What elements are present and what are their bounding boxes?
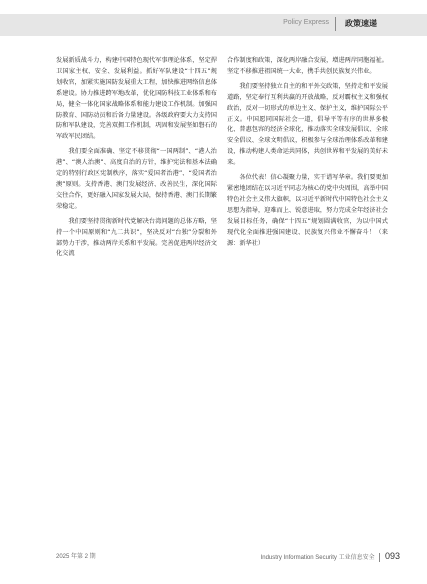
paragraph: 合作制度和政策，深化两岸融合发展，增进两岸同胞福祉。坚定不移推进祖国统一大业，携手共创民族复兴伟业。: [227, 57, 388, 75]
journal-name-cn: 工业信息安全: [338, 555, 375, 561]
section-title-cn: 政策速递: [345, 19, 377, 28]
journal-name-en: Industry Information Security: [260, 555, 337, 561]
paragraph: 各位代表！信心凝聚力量，实干谱写华章。我们要更加紧密地团结在以习近平同志为核心的党中央周围，高举中国特色社会主义伟大旗帜，以习近平新时代中国特色社会主义思想为指导，迎难而上、锐意进取，努力完成全年经济社会发展目标任务，确保“十四五”规划圆满收官，为以中国式现代化全面推进强国建设、民族复兴伟业不懈奋斗！（来源：新华社）: [227, 174, 388, 247]
left-column: [56, 56, 217, 264]
footer-issue: 2025 年第 2 期: [56, 554, 96, 560]
right-column: [227, 56, 388, 253]
header-divider: [335, 17, 336, 31]
paragraph: 发展新质战斗力，构建中国特色现代军事理论体系，坚定捍卫国家主权、安全、发展利益。抓好军队建设“十四五”规划收官，加紧实施国防发展重大工程，加快推进网络信息体系建设。协力推进跨军地改革，优化国防科技工业体系和布局，健全一体化国家战略体系和能力建设工作机制。加强国防教育、国防动员和后备力量建设。各级政府要大力支持国防和军队建设，完善双拥工作机制，巩固和发展坚如磐石的军政军民团结。: [56, 57, 217, 141]
paragraph: 我们要坚持独立自主的和平外交政策，坚持走和平发展道路，坚定奉行互利共赢的开放战略，反对霸权主义和强权政治，反对一切形式的单边主义、保护主义，维护国际公平正义。中国愿同国际社会一道，倡导平等有序的世界多极化、普惠包容的经济全球化，推动落实全球发展倡议、全球安全倡议、全球文明倡议，积极参与全球治理体系改革和建设，推动构建人类命运共同体，共创世界和平发展的美好未来。: [227, 82, 388, 167]
footer-journal: [261, 551, 400, 562]
footer-divider: [379, 553, 380, 562]
section-title-en: Policy Express: [283, 19, 329, 26]
paragraph: 我们要全面准确、坚定不移贯彻“一国两制”、“港人治港”、“澳人治澳”、高度自治的方针，维护宪法和基本法确定的特别行政区宪制秩序，落实“爱国者治港”、“爱国者治澳”原则。支持香港、澳门发展经济、改善民生，深化国际交往合作，更好融入国家发展大局，保持香港、澳门长期繁荣稳定。: [56, 148, 217, 210]
page-number: 093: [384, 551, 400, 561]
paragraph: 我们要坚持贯彻新时代党解决台湾问题的总体方略，坚持一个中国原则和“九二共识”，坚决反对“台独”分裂和外部势力干涉，推动两岸关系和平发展。完善促进两岸经济文化交流: [56, 217, 217, 258]
